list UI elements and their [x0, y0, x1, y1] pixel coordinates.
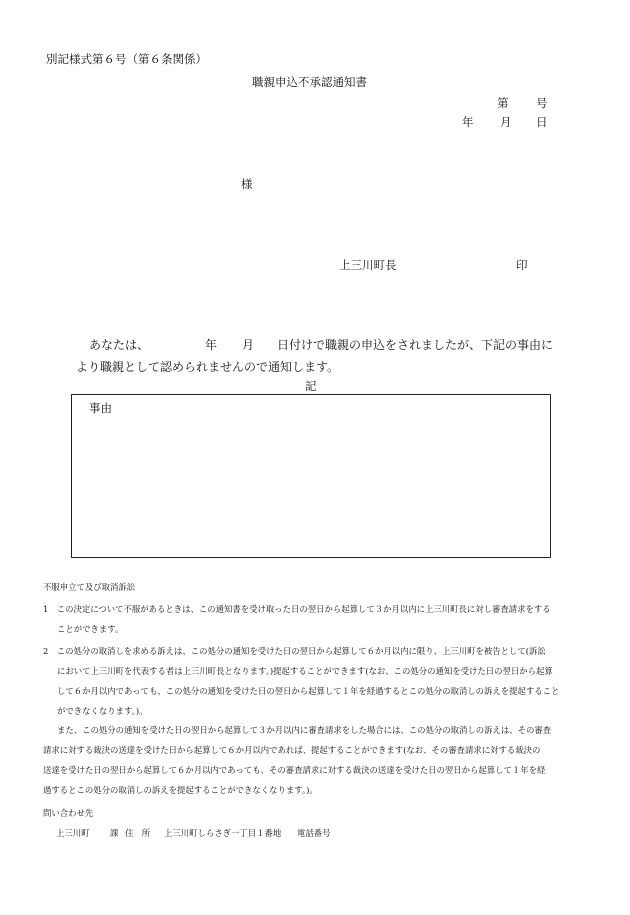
notes-item-2	[43, 641, 595, 721]
date-month: 月	[500, 115, 512, 129]
notes-item-3	[43, 720, 595, 800]
body-line1-rest: 日付けで職親の申込をされましたが、下記の事由に	[277, 338, 554, 352]
notes-item-1	[43, 599, 595, 639]
body-line1-month: 月	[242, 338, 255, 352]
contact-town: 上三川町	[56, 828, 90, 838]
date-day: 日	[536, 115, 548, 129]
notes-line: ができなくなります。)。	[57, 706, 148, 716]
contact-phone-label: 電話番号	[297, 828, 331, 838]
notes-line: 送達を受けた日の翌日から起算して６か月以内であっても、その審査請求に対する裁決の送達を受けた日の翌日から起算して１年を経	[43, 765, 546, 775]
contact-dept: 課	[110, 828, 119, 838]
date-year: 年	[462, 115, 474, 129]
ki-label: 記	[305, 379, 317, 393]
contact-address-label: 住 所	[125, 828, 151, 838]
contact-heading: 問い合わせ先	[43, 808, 94, 818]
body-line1-prefix: あなたは、	[89, 338, 150, 352]
document-title: 職親申込不承認通知書	[252, 75, 367, 89]
reason-label: 事由	[89, 401, 112, 415]
body-line1-year: 年	[205, 338, 218, 352]
body-line2: より職親として認められませんので通知します。	[76, 360, 340, 374]
notes-line: 2 この処分の取消しを求める訴えは、この処分の通知を受けた日の翌日から起算して６か月以内に限り、上三川町を被告として(訴訟	[43, 646, 546, 656]
recipient-honorific: 様	[241, 177, 253, 191]
number-prefix: 第	[497, 96, 509, 110]
sender-seal: 印	[516, 258, 528, 272]
contact-address: 上三川町しらさぎ一丁目１番地	[164, 828, 282, 838]
notes-line: 1 この決定について不服があるときは、この通知書を受け取った日の翌日から起算して３か月以内に上三川町長に対し審査請求をする	[43, 604, 551, 614]
notes-heading: 不服申立て及び取消訴訟	[43, 582, 136, 592]
notes-line: において上三川町を代表する者は上三川町長となります。)提起することができます(なお、この処分の通知を受けた日の翌日から起算	[57, 666, 553, 676]
sender-name: 上三川町長	[339, 258, 397, 272]
notes-line: して６か月以内であっても、この処分の通知を受けた日の翌日から起算して１年を経過するとこの処分の取消しの訴えを提起すること	[57, 686, 560, 696]
notes-line: ことができます。	[57, 624, 124, 634]
number-suffix: 号	[536, 96, 548, 110]
reason-box	[71, 394, 551, 558]
form-label: 別記様式第６号（第６条関係）	[46, 52, 207, 66]
notes-line: 過するとこの処分の取消しの訴えを提起することができなくなります。)。	[43, 785, 318, 795]
notes-line: 請求に対する裁決の送達を受けた日から起算して６か月以内であれば、提起することができます(なお、その審査請求に対する裁決の	[43, 745, 541, 755]
notes-line: また、この処分の通知を受けた日の翌日から起算して３か月以内に審査請求をした場合には、この処分の取消しの訴えは、その審査	[57, 725, 552, 735]
